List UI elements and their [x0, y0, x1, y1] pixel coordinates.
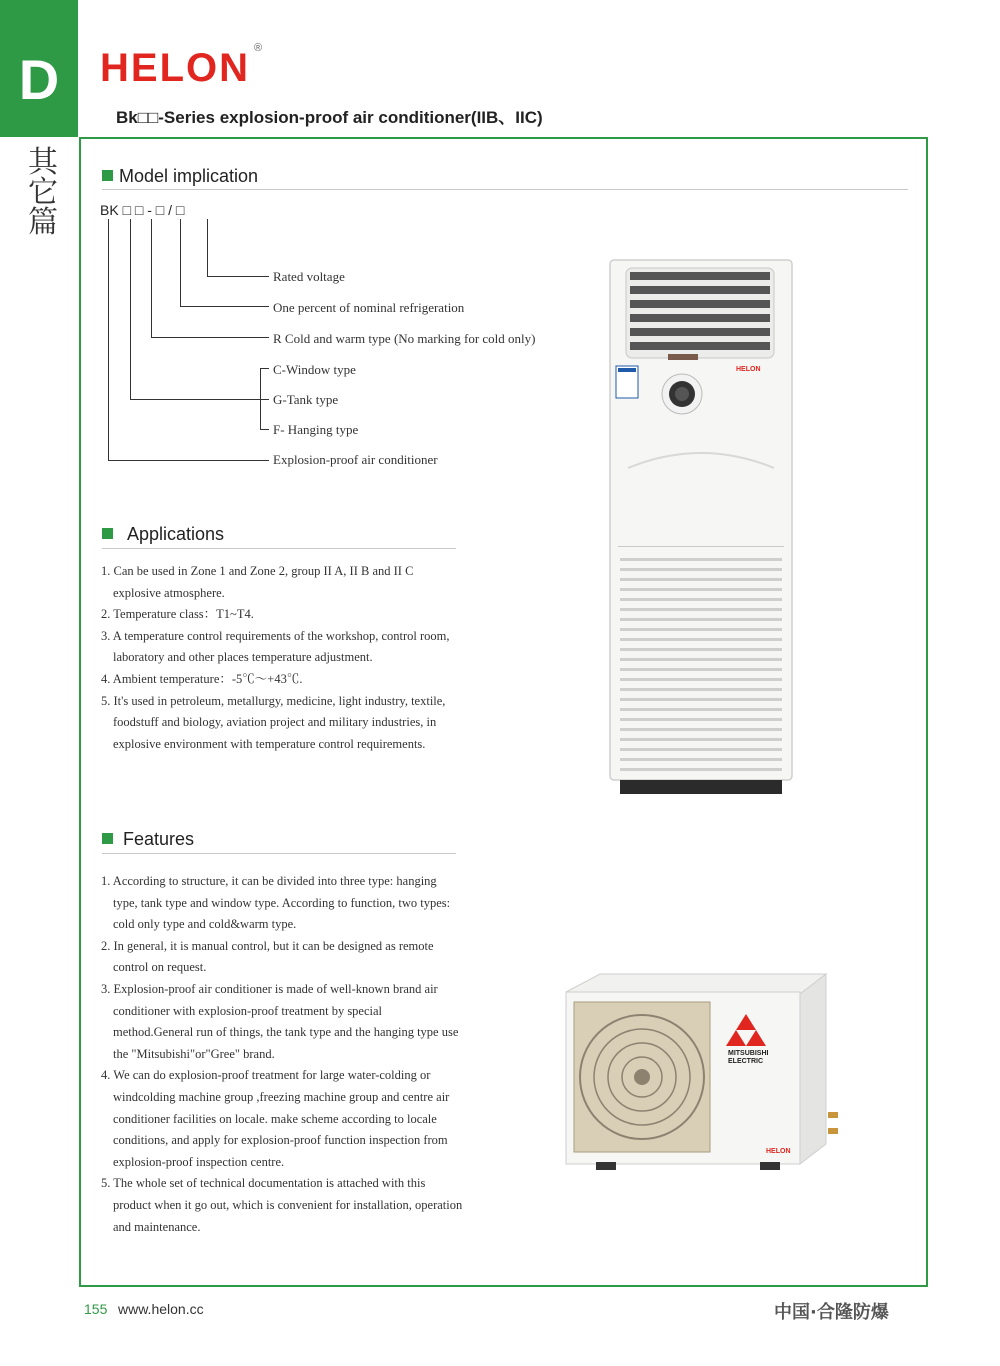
tree-line — [180, 306, 269, 307]
list-item: 4. We can do explosion-proof treatment for large water-colding or windcolding machine group ,freezing machine group and centre air conditioner facilities on locale. make scheme according to locale conditions, and apply for explosion-proof function inspection from explosion-proof inspection centre. — [101, 1068, 450, 1169]
bullet-square-icon — [102, 833, 113, 844]
registered-mark: ® — [254, 41, 265, 54]
label-window: C-Window type — [273, 362, 356, 377]
applications-heading-text: Applications — [127, 524, 225, 544]
tree-line — [260, 429, 269, 430]
tree-line — [108, 460, 269, 461]
bullet-square-icon — [102, 528, 113, 539]
list-item: 5. The whole set of technical documentation is attached with this product when it go out, which is convenient for installation, operation and maintenance. — [101, 1176, 463, 1234]
side-category-label: 其它篇 — [28, 145, 58, 240]
indoor-unit-image — [608, 258, 796, 800]
outdoor-unit-image — [560, 972, 840, 1172]
model-code: BK □ □ - □ / □ — [100, 202, 185, 218]
page-number: 155 — [84, 1301, 108, 1317]
tree-line — [207, 219, 208, 276]
tree-line — [207, 276, 269, 277]
label-rated-voltage: Rated voltage — [273, 269, 345, 284]
tree-line — [260, 399, 269, 400]
tree-line — [180, 219, 181, 306]
label-explosion-proof: Explosion-proof air conditioner — [273, 452, 438, 467]
model-heading-text: Model implication — [119, 166, 259, 186]
applications-list — [101, 561, 463, 755]
indoor-brand-label: HELON — [736, 366, 761, 373]
list-item: 1. Can be used in Zone 1 and Zone 2, group II A, II B and II C explosive atmosphere. — [101, 564, 414, 600]
list-item: 2. Temperature class：T1~T4. — [101, 607, 254, 622]
label-tank: G-Tank type — [273, 392, 339, 407]
features-list — [101, 871, 463, 1238]
list-item: 5. It's used in petroleum, metallurgy, medicine, light industry, textile, foodstuff and biology, aviation project and military industries, in explosive environment with temperature control requirements. — [101, 693, 446, 751]
label-cold-warm: R Cold and warm type (No marking for cold only) — [273, 331, 536, 346]
divider — [102, 853, 456, 854]
label-hanging: F- Hanging type — [273, 422, 359, 437]
applications-heading — [102, 524, 224, 545]
outdoor-brand-label: HELON — [766, 1148, 791, 1155]
tree-line — [130, 219, 131, 399]
tree-line — [130, 399, 260, 400]
tree-line — [151, 219, 152, 337]
page-title: Bk□□-Series explosion-proof air conditioner(IIB、IIC) — [116, 108, 543, 127]
features-heading — [102, 829, 194, 850]
model-heading — [102, 166, 258, 187]
bullet-square-icon — [102, 170, 113, 181]
label-refrigeration: One percent of nominal refrigeration — [273, 300, 465, 315]
tree-line — [108, 219, 109, 460]
indoor-unit-drawing — [608, 258, 796, 800]
footer-url[interactable]: www.helon.cc — [118, 1301, 204, 1317]
list-item: 3. Explosion-proof air conditioner is made of well-known brand air conditioner with explosion-proof treatment by special method.General run of things, the tank type and the hanging type use the "Mitsubishi"or"Gree" brand. — [101, 981, 459, 1061]
outdoor-badge-label: MITSUBISHI ELECTRIC — [728, 1050, 769, 1065]
brand-logo — [100, 41, 265, 91]
tree-line — [260, 368, 269, 369]
brand-name: HELON — [100, 46, 250, 90]
list-item: 2. In general, it is manual control, but it can be designed as remote control on request. — [101, 938, 434, 975]
tree-line — [151, 337, 269, 338]
divider — [102, 548, 456, 549]
footer-company: 中国·合隆防爆 — [774, 1302, 889, 1323]
list-item: 4. Ambient temperature：-5℃～+43℃. — [101, 671, 303, 686]
section-tab: D — [0, 0, 78, 137]
features-heading-text: Features — [123, 829, 195, 849]
divider — [102, 189, 908, 190]
list-item: 1. According to structure, it can be divided into three type: hanging type, tank type and window type. According to function, two types: cold only type and cold&warm type. — [101, 874, 451, 932]
outdoor-unit-drawing — [560, 972, 840, 1172]
list-item: 3. A temperature control requirements of the workshop, control room, laboratory and other places temperature adjustment. — [101, 628, 450, 665]
